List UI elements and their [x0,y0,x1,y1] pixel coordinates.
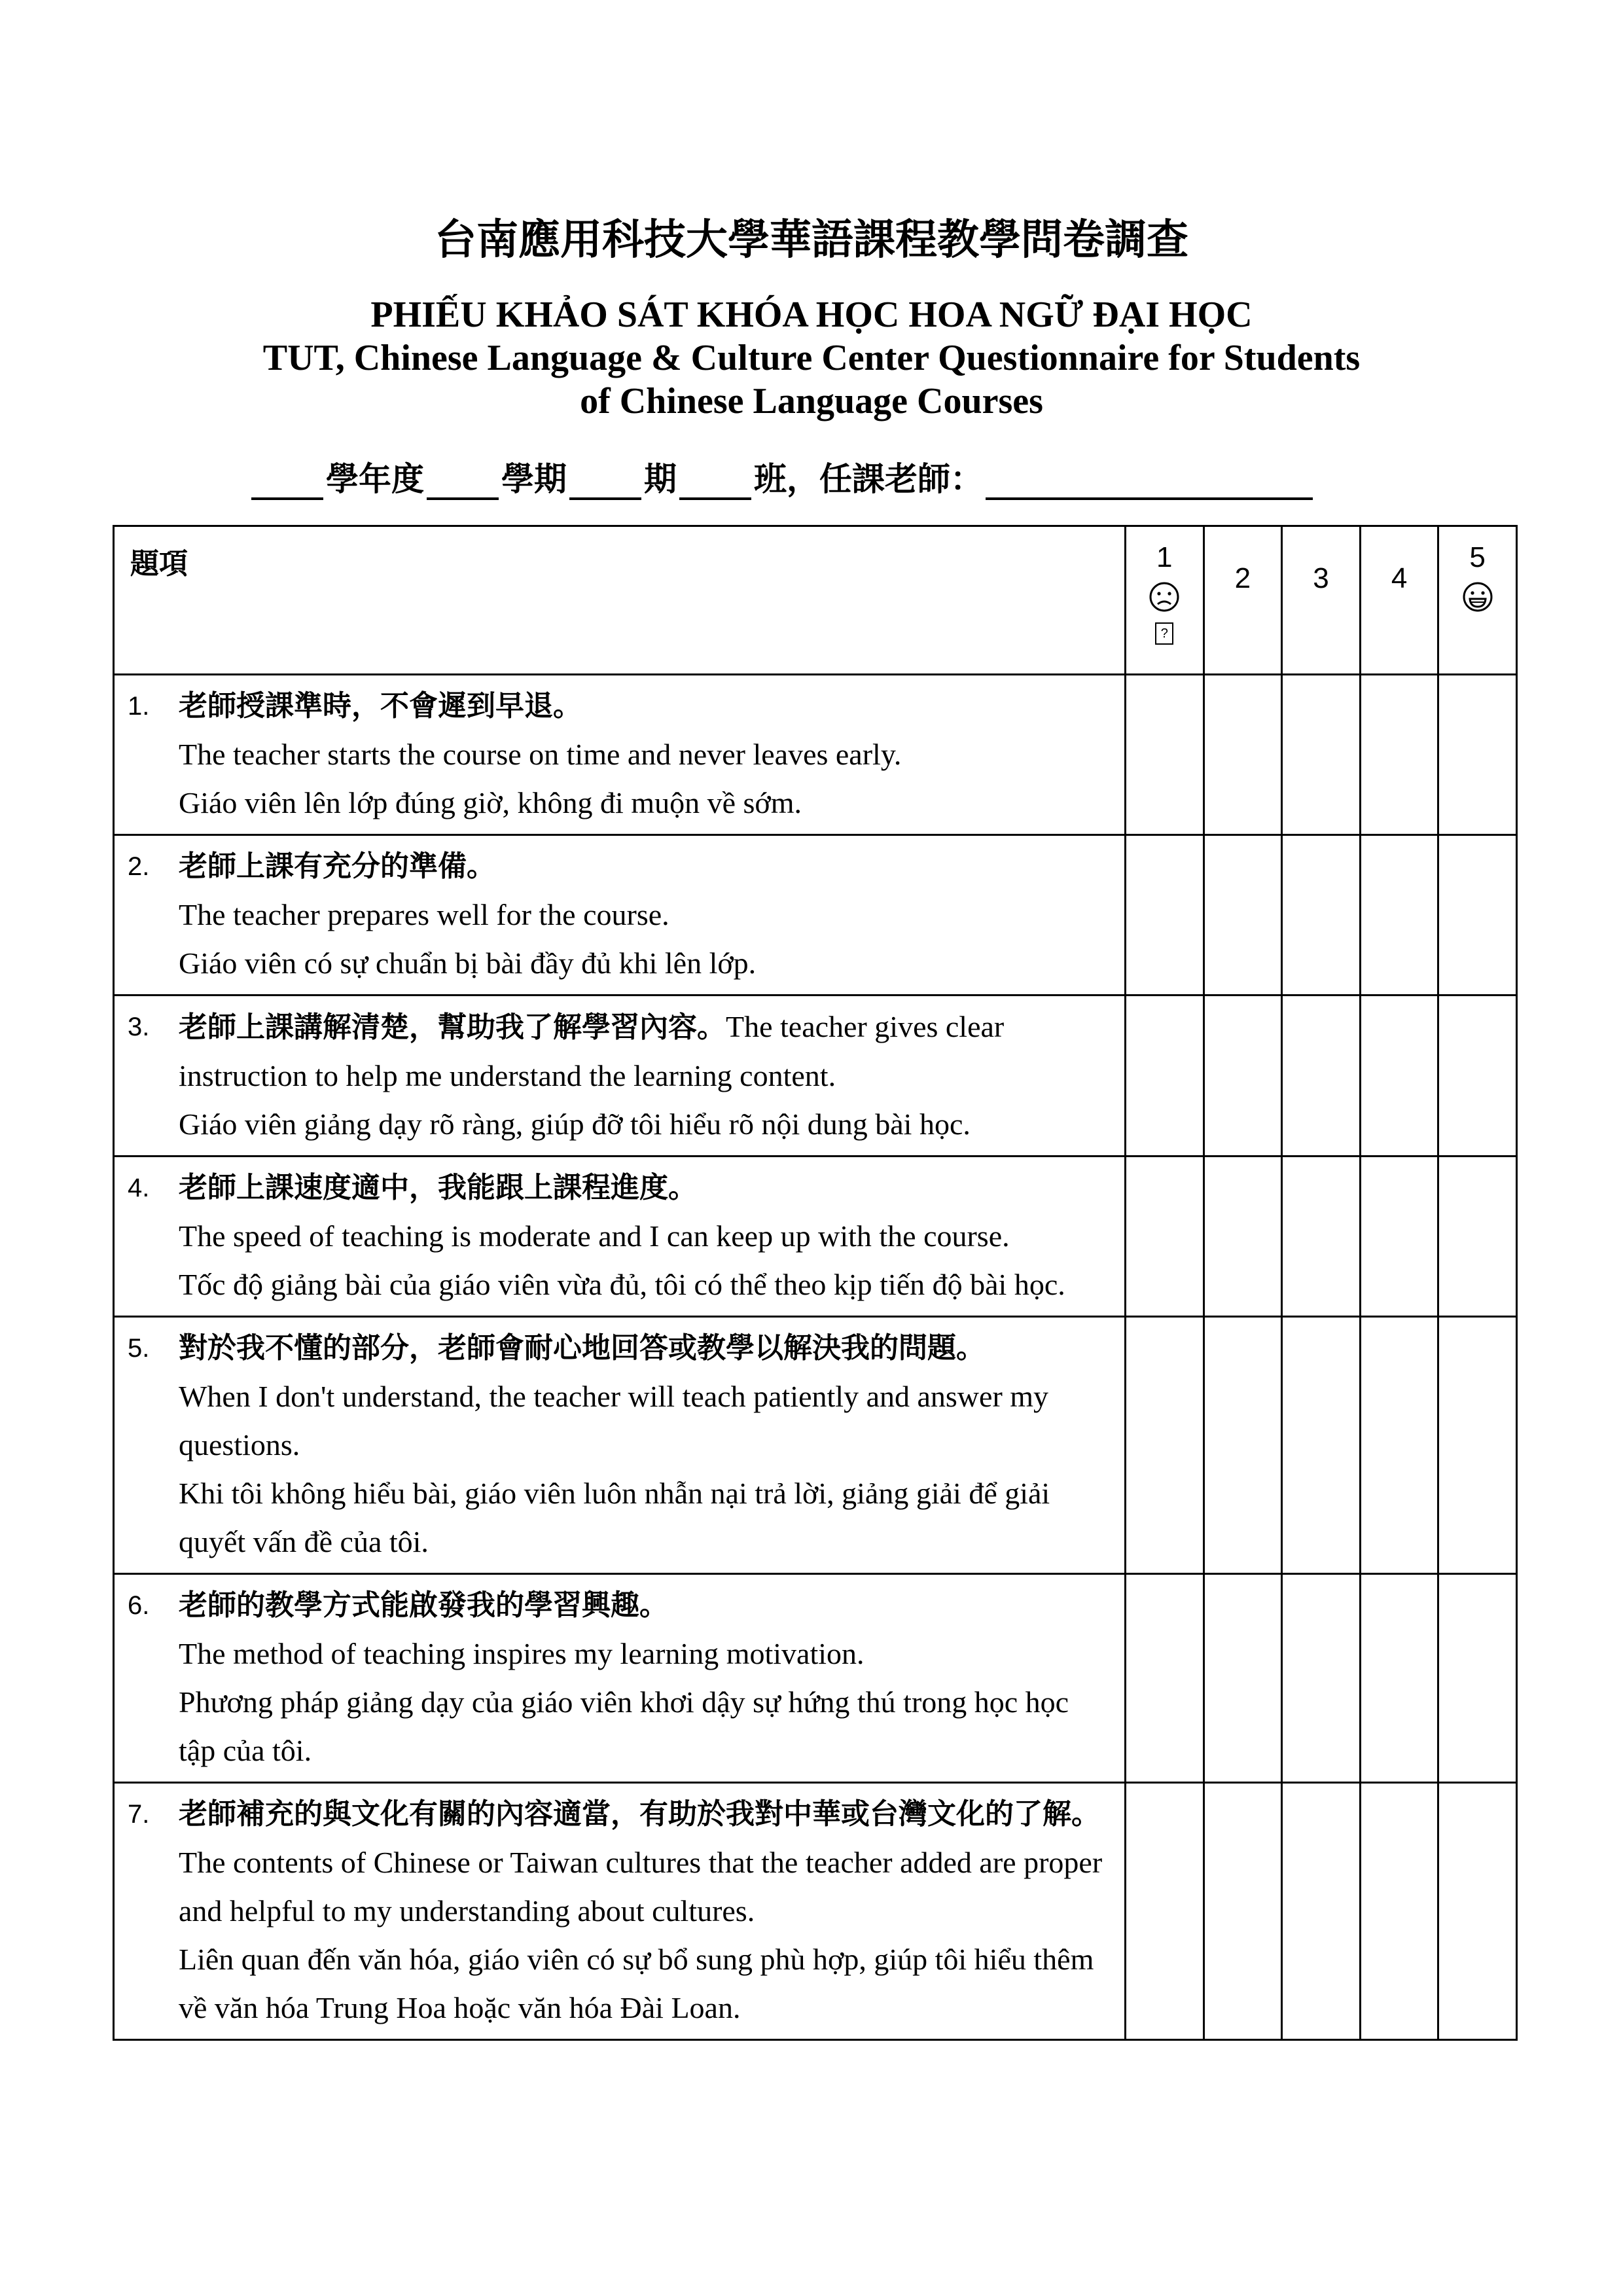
question-text-english: The method of teaching inspires my learning motivation. [179,1637,865,1670]
page-title-english-line-1: TUT, Chinese Language & Culture Center Questionnaire for Students [262,338,1361,378]
question-text-vietnamese: Phương pháp giảng dạy của giáo viên khơi dậy sự hứng thú trong học học tập của tôi. [179,1685,1069,1767]
rating-cell-2[interactable] [1204,996,1282,1157]
rating-cell-5[interactable] [1438,835,1517,996]
question-text-chinese: 老師授課準時，不會遲到早退。 [179,689,582,723]
question-header-cell [114,526,1126,675]
teacher-name-blank[interactable] [986,458,1313,500]
rating-cell-1[interactable] [1126,996,1204,1157]
table-row [114,835,1517,996]
rating-cell-2[interactable] [1204,675,1282,835]
rating-cell-1[interactable] [1126,835,1204,996]
course-info-line [249,448,1315,500]
question-number: 3. [128,1013,150,1041]
rating-cell-2[interactable] [1204,1783,1282,2040]
score-label-3: 3 [1313,562,1329,594]
academic-year-label: 學年度 [326,460,424,498]
question-text-english: The teacher prepares well for the course. [179,898,669,931]
table-row [114,675,1517,835]
question-number: 6. [128,1591,150,1620]
rating-cell-1[interactable] [1126,1574,1204,1783]
semester-blank[interactable] [427,458,499,500]
question-cell [114,1783,1126,2040]
missing-glyph-icon: ? [1155,622,1173,645]
rating-cell-1[interactable] [1126,675,1204,835]
survey-table [113,525,1518,2041]
semester-label: 學期 [501,460,567,498]
page-title-vietnamese: PHIẾU KHẢO SÁT KHÓA HỌC HOA NGỮ ĐẠI HỌC [370,295,1253,335]
page-title-block [223,293,1400,423]
score-header-1 [1126,526,1204,675]
term-label: 期 [644,460,677,498]
table-row [114,1574,1517,1783]
question-number: 5. [128,1334,150,1363]
question-text-english: The teacher starts the course on time and never leaves early. [179,738,902,771]
rating-cell-3[interactable] [1282,1783,1361,2040]
table-row [114,1783,1517,2040]
rating-cell-3[interactable] [1282,1317,1361,1574]
question-number: 2. [128,852,150,881]
rating-cell-3[interactable] [1282,996,1361,1157]
rating-cell-5[interactable] [1438,1317,1517,1574]
rating-cell-1[interactable] [1126,1317,1204,1574]
rating-cell-2[interactable] [1204,1574,1282,1783]
rating-cell-5[interactable] [1438,1783,1517,2040]
score-label-1: 1 [1156,541,1173,573]
rating-cell-3[interactable] [1282,1157,1361,1317]
question-cell [114,1317,1126,1574]
class-blank[interactable] [679,458,751,500]
question-text-english: The contents of Chinese or Taiwan cultures that the teacher added are proper and helpful to my understanding about cultures. [179,1846,1103,1928]
rating-cell-4[interactable] [1360,1157,1438,1317]
question-text-vietnamese: Liên quan đến văn hóa, giáo viên có sự bổ sung phù hợp, giúp tôi hiểu thêm về văn hóa Trung Hoa hoặc văn hóa Đài Loan. [179,1943,1094,2024]
question-text-vietnamese: Tốc độ giảng bài của giáo viên vừa đủ, tôi có thể theo kịp tiến độ bài học. [179,1268,1065,1301]
rating-cell-4[interactable] [1360,1574,1438,1783]
score-label-2: 2 [1234,562,1251,594]
question-cell [114,835,1126,996]
table-header-row [114,526,1517,675]
question-text-chinese: 老師的教學方式能啟發我的學習興趣。 [179,1588,668,1622]
rating-cell-5[interactable] [1438,996,1517,1157]
rating-cell-4[interactable] [1360,1783,1438,2040]
rating-cell-2[interactable] [1204,1317,1282,1574]
class-teacher-label: 班，任課老師： [754,460,983,498]
question-text-chinese: 老師上課講解清楚，幫助我了解學習內容。 [179,1011,726,1044]
question-text-chinese: 對於我不懂的部分，老師會耐心地回答或教學以解決我的問題。 [179,1331,985,1365]
term-blank[interactable] [569,458,641,500]
score-header-3 [1282,526,1361,675]
question-cell [114,1157,1126,1317]
rating-cell-5[interactable] [1438,1574,1517,1783]
rating-cell-4[interactable] [1360,835,1438,996]
score-label-4: 4 [1391,562,1408,594]
page-title-english-line-2: of Chinese Language Courses [580,381,1043,422]
rating-cell-1[interactable] [1126,1157,1204,1317]
rating-cell-2[interactable] [1204,835,1282,996]
page-title-chinese: 台南應用科技大學華語課程教學問卷調查 [435,216,1188,264]
grinning-face-icon [1461,581,1494,613]
score-header-4 [1360,526,1438,675]
rating-cell-2[interactable] [1204,1157,1282,1317]
question-text-english: When I don't understand, the teacher will teach patiently and answer my questions. [179,1380,1049,1462]
question-text-vietnamese: Giáo viên giảng dạy rõ ràng, giúp đỡ tôi hiểu rõ nội dung bài học. [179,1107,971,1141]
question-text-english: The teacher gives clear instruction to help me understand the learning content. [179,1010,1005,1092]
question-cell [114,675,1126,835]
score-header-2 [1204,526,1282,675]
rating-cell-5[interactable] [1438,1157,1517,1317]
frowning-face-icon [1148,581,1181,613]
question-text-chinese: 老師上課有充分的準備。 [179,850,495,883]
question-cell [114,1574,1126,1783]
question-number: 1. [128,692,150,721]
question-text-vietnamese: Giáo viên lên lớp đúng giờ, không đi muộn về sớm. [179,786,802,819]
score-header-5 [1438,526,1517,675]
score-label-5: 5 [1469,541,1486,573]
question-header-label: 題項 [130,547,188,581]
rating-cell-3[interactable] [1282,835,1361,996]
question-text-chinese: 老師上課速度適中，我能跟上課程進度。 [179,1171,697,1204]
rating-cell-1[interactable] [1126,1783,1204,2040]
rating-cell-3[interactable] [1282,675,1361,835]
table-row [114,1157,1517,1317]
rating-cell-4[interactable] [1360,996,1438,1157]
question-text-vietnamese: Giáo viên có sự chuẩn bị bài đầy đủ khi lên lớp. [179,946,757,980]
question-text-vietnamese: Khi tôi không hiểu bài, giáo viên luôn nhẫn nại trả lời, giảng giải để giải quyết vấn đề của tôi. [179,1477,1050,1558]
rating-cell-3[interactable] [1282,1574,1361,1783]
table-row [114,996,1517,1157]
rating-cell-4[interactable] [1360,675,1438,835]
question-number: 4. [128,1174,150,1202]
question-text-english: The speed of teaching is moderate and I can keep up with the course. [179,1219,1010,1253]
rating-cell-4[interactable] [1360,1317,1438,1574]
question-number: 7. [128,1800,150,1829]
question-text-chinese: 老師補充的與文化有關的內容適當，有助於我對中華或台灣文化的了解。 [179,1797,1100,1831]
rating-cell-5[interactable] [1438,675,1517,835]
table-row [114,1317,1517,1574]
academic-year-blank[interactable] [251,458,323,500]
question-cell [114,996,1126,1157]
